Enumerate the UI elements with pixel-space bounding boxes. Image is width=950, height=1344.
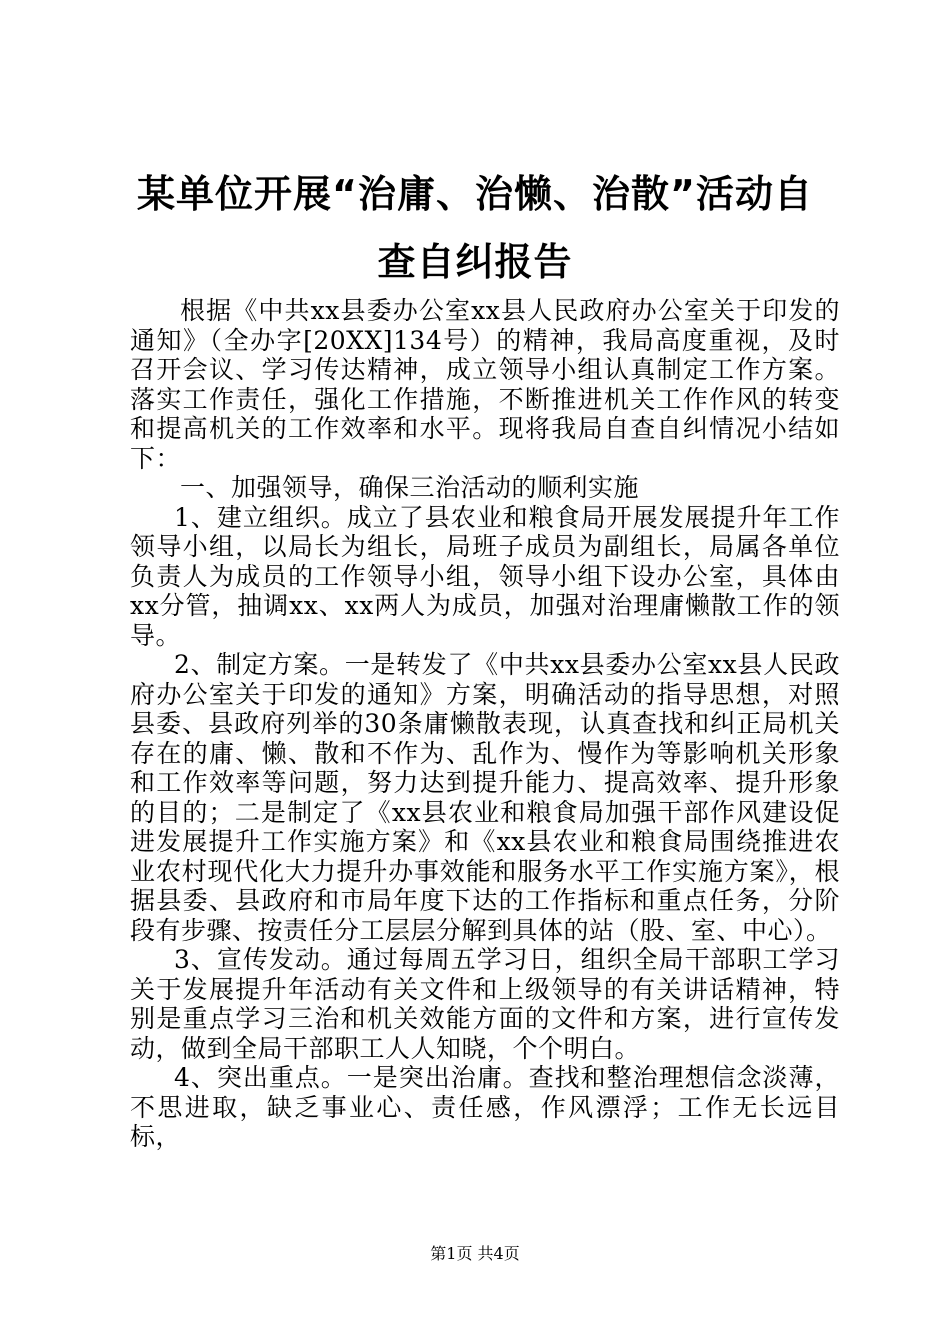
paragraph-intro: 根据《中共xx县委办公室xx县人民政府办公室关于印发的通知》（全办字[20XX]134号）的精神，我局高度重视，及时召开会议、学习传达精神，成立领导小组认真制定工作方案。落实工作责任，强化工作措施，不断推进机关工作作风的转变和提高机关的工作效率和水平。现将我局自查自纠情况小结如下： (130, 296, 840, 473)
paragraph-4-focus: 4、突出重点。一是突出治庸。查找和整治理想信念淡薄，不思进取，缺乏事业心、责任感，作风漂浮；工作无长远目标， (130, 1063, 840, 1151)
document-body (130, 296, 840, 1152)
paragraph-3-publicity: 3、宣传发动。通过每周五学习日，组织全局干部职工学习关于发展提升年活动有关文件和上级领导的有关讲话精神，特别是重点学习三治和机关效能方面的文件和方案，进行宣传发动，做到全局干部职工人人知晓，个个明白。 (130, 945, 840, 1063)
paragraph-1-organization: 1、建立组织。成立了县农业和粮食局开展发展提升年工作领导小组，以局长为组长，局班子成员为副组长，局属各单位负责人为成员的工作领导小组，领导小组下设办公室，具体由xx分管，抽调xx、xx两人为成员，加强对治理庸懒散工作的领导。 (130, 502, 840, 650)
page-footer: 第1页 共4页 (430, 1244, 520, 1263)
paragraph-2-plan: 2、制定方案。一是转发了《中共xx县委办公室xx县人民政府办公室关于印发的通知》方案，明确活动的指导思想，对照县委、县政府列举的30条庸懒散表现，认真查找和纠正局机关存在的庸、懒、散和不作为、乱作为、慢作为等影响机关形象和工作效率等问题，努力达到提升能力、提高效率、提升形象的目的；二是制定了《xx县农业和粮食局加强干部作风建设促进发展提升工作实施方案》和《xx县农业和粮食局围绕推进农业农村现代化大力提升办事效能和服务水平工作实施方案》，根据县委、县政府和市局年度下达的工作指标和重点任务，分阶段有步骤、按责任分工层层分解到具体的站（股、室、中心）。 (130, 650, 840, 945)
document-title: 某单位开展“治庸、治懒、治散”活动自查自纠报告 (137, 172, 813, 284)
section-heading-1: 一、加强领导，确保三治活动的顺利实施 (180, 473, 640, 502)
